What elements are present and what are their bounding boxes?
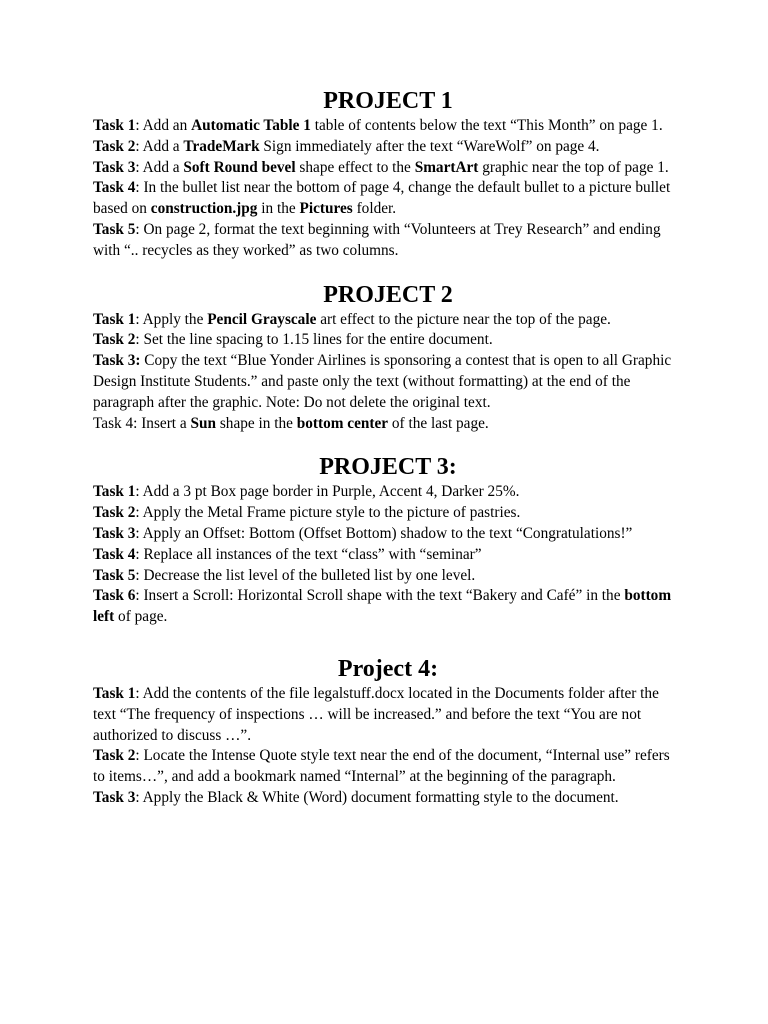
project-3-task-5: [93, 566, 683, 587]
bold-text-run: Pictures: [299, 200, 353, 218]
bold-text-run: Task 3:: [93, 352, 141, 370]
text-run: of page.: [114, 608, 168, 626]
text-run: in the: [257, 200, 300, 218]
bold-text-run: Task 3: [93, 158, 136, 176]
text-run: art effect to the picture near the top of the page.: [316, 310, 611, 328]
bold-text-run: Task 2: [93, 504, 136, 522]
project-1-title: PROJECT 1: [323, 88, 453, 114]
text-run: graphic near the top of page 1.: [478, 158, 669, 176]
project-2-section: [93, 280, 683, 435]
bold-text-run: Task 2: [93, 331, 136, 349]
bold-text-run: Pencil Grayscale: [207, 310, 317, 328]
project-1-task-5: [93, 220, 683, 262]
text-run: : Locate the Intense Quote style text near the end of the document, “Internal use” refers to items…”, and add a bookmark named “Internal” at the beginning of the paragraph.: [93, 747, 670, 786]
bold-text-run: Task 3: [93, 788, 136, 806]
text-run: folder.: [352, 200, 397, 218]
bold-text-run: Task 5: [93, 566, 136, 584]
project-3-task-4: [93, 545, 683, 566]
bold-text-run: bottom center: [296, 414, 389, 432]
project-3-task-1: [93, 482, 683, 503]
project-2-task-3: [93, 351, 683, 413]
document-page: [93, 86, 683, 809]
text-run: Copy the text “Blue Yonder Airlines is sponsoring a contest that is open to all Graphic Design Institute Students.” and paste only the text (without formatting) at the end of the paragraph after the graphic. Note: Do not delete the original text.: [93, 352, 672, 411]
text-run: : Apply an Offset: Bottom (Offset Bottom) shadow to the text “Congratulations!”: [135, 524, 633, 542]
text-run: table of contents below the text “This Month” on page 1.: [310, 117, 663, 134]
project-1-task-4: [93, 178, 683, 220]
bold-text-run: Task 1: [93, 684, 136, 702]
project-2-task-4: [93, 414, 683, 435]
text-run: : Add a: [135, 158, 184, 176]
bold-text-run: Task 4: [93, 179, 136, 197]
bold-text-run: Soft Round bevel: [183, 158, 296, 176]
text-run: : Apply the Metal Frame picture style to the picture of pastries.: [135, 504, 521, 522]
text-run: : Add a 3 pt Box page border in Purple, Accent 4, Darker 25%.: [135, 483, 520, 501]
project-2-task-2: [93, 330, 683, 351]
bold-text-run: bottom left: [93, 587, 672, 626]
project-3-section: [93, 452, 683, 628]
bold-text-run: Task 6: [93, 587, 136, 605]
text-run: : Apply the Black & White (Word) document formatting style to the document.: [135, 788, 619, 806]
text-run: : Add a: [135, 137, 184, 155]
text-run: Task 4: Insert a: [93, 414, 191, 432]
project-4-task-2: [93, 746, 683, 788]
text-run: : Set the line spacing to 1.15 lines for the entire document.: [135, 331, 493, 349]
project-3-task-3: [93, 524, 683, 545]
bold-text-run: Automatic Table 1: [191, 117, 311, 134]
bold-text-run: SmartArt: [414, 158, 479, 176]
text-run: : Add the contents of the file legalstuff.docx located in the Documents folder after the text “The frequency of inspections … will be increased.” and before the text “You are not authorized to discuss …”.: [93, 684, 659, 744]
bold-text-run: Task 2: [93, 137, 136, 155]
bold-text-run: Task 1: [93, 117, 136, 134]
bold-text-run: Task 3: [93, 524, 136, 542]
project-4-task-1: [93, 684, 683, 746]
project-3-title: PROJECT 3:: [319, 454, 457, 481]
bold-text-run: Sun: [190, 414, 217, 432]
project-4-task-3: [93, 788, 683, 809]
text-run: : Decrease the list level of the bulleted list by one level.: [135, 566, 476, 584]
text-run: : In the bullet list near the bottom of page 4, change the default bullet to a picture bullet based on: [93, 179, 671, 218]
project-1-task-2: [93, 137, 683, 158]
bold-text-run: Task 1: [93, 483, 136, 501]
text-run: : Insert a Scroll: Horizontal Scroll shape with the text “Bakery and Café” in the: [135, 587, 625, 605]
bold-text-run: Task 2: [93, 747, 136, 765]
text-run: : Replace all instances of the text “class” with “seminar”: [135, 545, 482, 563]
bold-text-run: Task 5: [93, 220, 136, 238]
text-run: Sign immediately after the text “WareWolf” on page 4.: [259, 137, 600, 155]
project-1-task-1: [93, 116, 683, 137]
text-run: shape in the: [216, 414, 297, 432]
bold-text-run: Task 1: [93, 310, 136, 328]
text-run: : On page 2, format the text beginning with “Volunteers at Trey Research” and ending with “.. recycles as they worked” as two columns.: [93, 220, 661, 259]
project-4-section: [93, 654, 683, 809]
project-2-task-1: [93, 310, 683, 331]
text-run: shape effect to the: [295, 158, 415, 176]
text-run: of the last page.: [388, 414, 489, 432]
project-2-title: PROJECT 2: [323, 281, 453, 308]
project-4-title: Project 4:: [337, 655, 439, 682]
bold-text-run: TradeMark: [183, 137, 260, 155]
bold-text-run: construction.jpg: [150, 200, 258, 218]
project-1-task-3: [93, 158, 683, 179]
project-3-task-6: [93, 586, 683, 628]
bold-text-run: Task 4: [93, 545, 136, 563]
text-run: : Apply the: [135, 310, 208, 328]
project-1-section: [93, 86, 683, 262]
text-run: : Add an: [135, 117, 192, 134]
project-3-task-2: [93, 503, 683, 524]
